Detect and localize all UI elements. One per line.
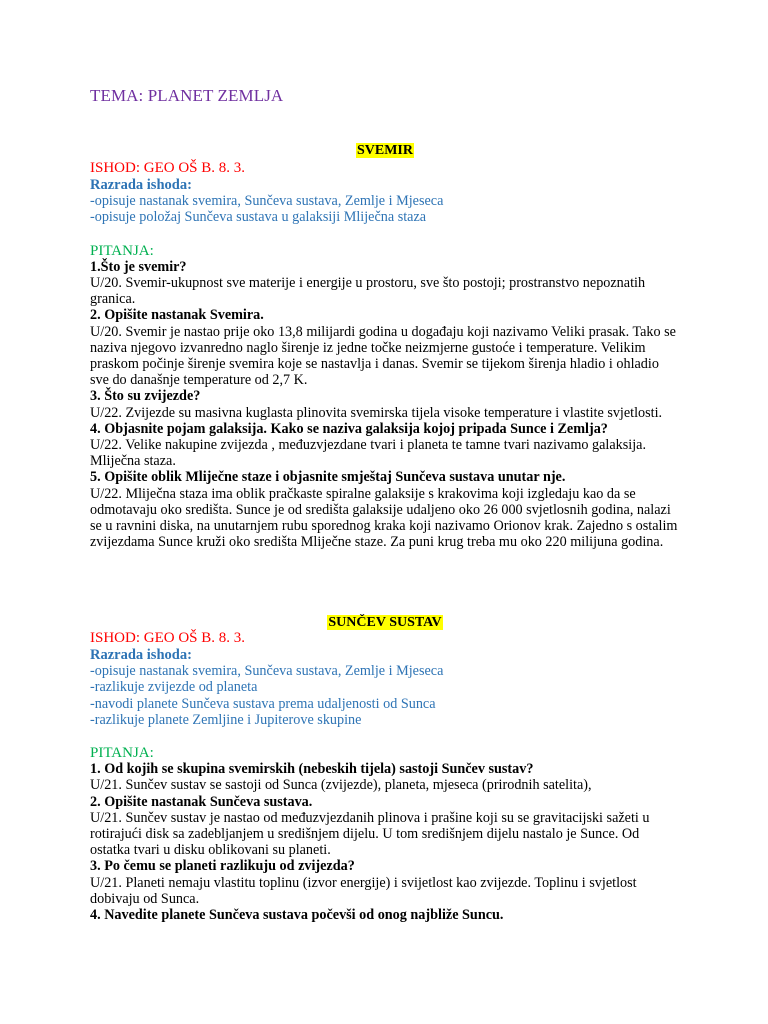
answer: U/21. Sunčev sustav je nastao od međuzvjezdanih plinova i prašine koji su se gravitacijski sažeti u rotirajući disk sa zadebljanjem u središnjem dijelu. U tom središnjem dijelu nastalo je Sunce. Od ostatka tvari u disku oblikovani su planeti. [90,809,650,859]
pitanja-label: PITANJA: [90,242,154,259]
question: 3. Što su zvijezde? [90,388,201,405]
question: 1.Što je svemir? [90,258,187,275]
section-heading-svemir [90,141,680,159]
section-suncev-sustav [90,630,680,923]
razrada-item: -navodi planete Sunčeva sustava prema udaljenosti od Sunca [90,695,436,712]
page-title: TEMA: PLANET ZEMLJA [90,86,284,105]
answer: U/20. Svemir je nastao prije oko 13,8 milijardi godina u događaju koji nazivamo Veliki prasak. Tako se naziva njegovo izvanredno naglo širenje iz jedne točke neizmjerne gustoće i temperature. Velikim praskom počinje širenje svemira koje se nastavlja i danas. Svemir se tijekom širenja hladio i ohladio sve do današnje temperature od 2,7 K. [90,323,676,389]
question: 2. Opišite nastanak Sunčeva sustava. [90,793,313,810]
question: 3. Po čemu se planeti razlikuju od zvijezda? [90,858,355,875]
section-heading-suncev-sustav [90,613,680,631]
ishod-line: ISHOD: GEO OŠ B. 8. 3. [90,630,246,646]
answer: U/21. Sunčev sustav se sastoji od Sunca (zvijezde), planeta, mjeseca (prirodnih satelita), [90,777,592,794]
answer: U/22. Zvijezde su masivna kuglasta plinovita svemirska tijela visoke temperature i vlastite svjetlosti. [90,404,663,421]
razrada-item: -razlikuje zvijezde od planeta [90,679,258,696]
ishod-line: ISHOD: GEO OŠ B. 8. 3. [90,160,246,176]
section-heading-text: SUNČEV SUSTAV [328,615,442,630]
razrada-item: -opisuje nastanak svemira, Sunčeva sustava, Zemlje i Mjeseca [90,193,444,210]
razrada-label: Razrada ishoda: [90,177,192,193]
question: 4. Objasnite pojam galaksija. Kako se naziva galaksija kojoj pripada Sunce i Zemlja? [90,420,608,437]
answer: U/22. Velike nakupine zvijezda , međuzvjezdane tvari i planeta te tamne tvari nazivamo galaksija. Mliječna staza. [90,437,646,470]
question: 4. Navedite planete Sunčeva sustava počevši od onog najbliže Suncu. [90,907,504,924]
answer: U/22. Mliječna staza ima oblik pračkaste spiralne galaksije s krakovima koji izgledaju kao da se odmotavaju oko središta. Sunce je od središta galaksije udaljeno oko 26 000 svjetlosnih godina, nalazi se u ravnini diska, na unutarnjem rubu sporednog kraka koji nazivamo Orionov krak. Zajedno s ostalim zvijezdama Sunce kruži oko središta Mliječne staze. Za puni krug treba mu oko 220 milijuna godina. [90,485,678,551]
razrada-label: Razrada ishoda: [90,647,192,663]
question: 5. Opišite oblik Mliječne staze i objasnite smještaj Sunčeva sustava unutar nje. [90,469,566,486]
question: 2. Opišite nastanak Svemira. [90,307,264,324]
answer: U/21. Planeti nemaju vlastitu toplinu (izvor energije) i svijetlost kao zvijezde. Toplinu i svjetlost dobivaju od Sunca. [90,874,637,907]
section-heading-text: SVEMIR [356,143,413,158]
razrada-item: -opisuje položaj Sunčeva sustava u galaksiji Mliječna staza [90,209,427,226]
razrada-item: -opisuje nastanak svemira, Sunčeva sustava, Zemlje i Mjeseca [90,663,444,680]
question: 1. Od kojih se skupina svemirskih (nebeskih tijela) sastoji Sunčev sustav? [90,761,534,778]
answer: U/20. Svemir-ukupnost sve materije i energije u prostoru, sve što postoji; prostranstvo nepoznatih granica. [90,275,646,308]
section-svemir [90,160,680,550]
razrada-item: -razlikuje planete Zemljine i Jupiterove skupine [90,711,362,728]
pitanja-label: PITANJA: [90,745,154,762]
